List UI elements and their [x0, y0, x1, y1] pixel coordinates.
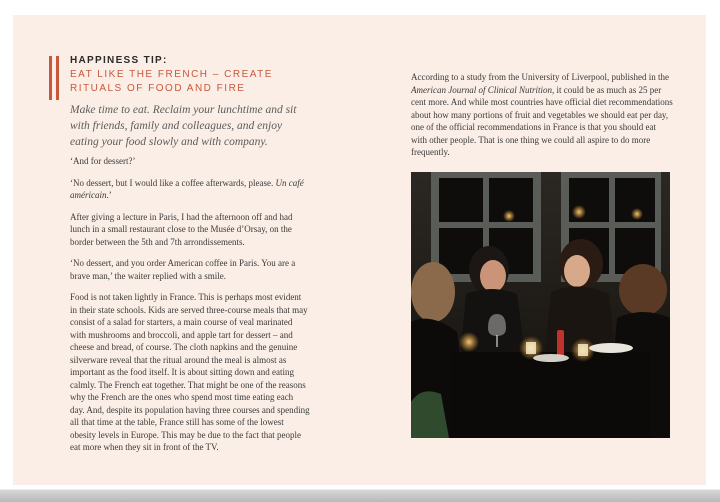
- tip-subtitle: EAT LIKE THE FRENCH – CREATE RITUALS OF FOOD AND FIRE: [70, 69, 273, 94]
- tip-heading: HAPPINESS TIP:: [70, 55, 168, 66]
- right-column: [411, 71, 673, 159]
- paragraph: [70, 177, 310, 202]
- paragraph: ‘No dessert, and you order American coffee in Paris. You are a brave man,’ the waiter replied with a smile.: [70, 258, 296, 281]
- paragraph-italic: Un café américain: [70, 177, 304, 200]
- paragraph-text: ‘No dessert, but I would like a coffee afterwards, please.: [70, 177, 276, 188]
- dining-photo: [411, 172, 670, 438]
- paragraph-text: , it could be as much as 25 per cent more. And while most countries have official diet recommendations about how many portions of fruit and vegetables we should eat per day, one of the official recommendations in France is that you should eat with other people. That is one thing we could all aspire to do more frequently.: [411, 84, 673, 157]
- tip-lead: Make time to eat. Reclaim your lunchtime and sit with friends, family and colleagues, and enjoy eating your food slowly and with company.: [70, 104, 297, 148]
- left-column: [70, 155, 310, 463]
- viewer-bottom-bar: [0, 487, 720, 502]
- paragraph-text: According to a study from the University of Liverpool, published in the: [411, 72, 669, 82]
- paragraph: After giving a lecture in Paris, I had the afternoon off and had lunch in a small restaurant close to the Musée d’Orsay, on the border between the 5th and 7th arrondissements.: [70, 211, 293, 247]
- journal-title: American Journal of Clinical Nutrition: [411, 84, 552, 95]
- tip-accent-bar: [49, 56, 52, 100]
- paragraph: ‘And for dessert?’: [70, 156, 136, 166]
- paragraph: [411, 71, 673, 159]
- paragraph-text: .’: [106, 190, 112, 200]
- paragraph: Food is not taken lightly in France. This is perhaps most evident in their state schools. Kids are served three-course meals that may consist of a salad for starters, a main course of veal marinated with mushrooms and broccoli, and apple tart for dessert – and cheese and bread, of course. The cloth napkins and the genuine silverware reveal that the ritual around the meal is almost as important as the food itself. It is about sitting down and eating calmly. The French eat together. That might be one of the reasons why the French are the ones who spend most time eating each day. And, despite its population having three courses and spending all that time at the table, France still has some of the lowest obesity levels in Europe. This may be due to the fact that people eat more when they sit in front of the TV.: [70, 292, 310, 452]
- tip-accent-bar-2: [56, 56, 59, 100]
